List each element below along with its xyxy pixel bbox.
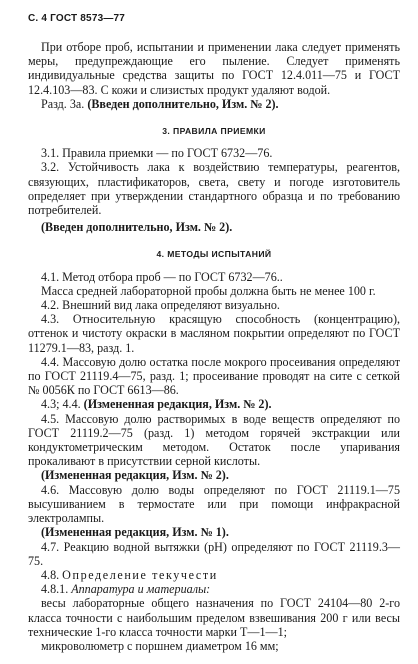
clause-4-6: 4.6. Массовую долю воды определяют по ГОСТ 21119.1—75 высушиванием в термостате или при помощи инфракрасной электролампы. bbox=[28, 482, 400, 526]
safety-paragraph: При отборе проб, испытании и применении лака следует применять меры, предупреждающие его пыление. Следует применять индивидуальные средства защиты по ГОСТ 12.4.011—75 и ГОСТ 12.4.103—83. С кожи и слизистых продукт удаляют водой. bbox=[28, 40, 400, 97]
clause-4-7: 4.7. Реакцию водной вытяжки (рН) определяют по ГОСТ 21119.3—75. bbox=[28, 539, 400, 568]
clause-3-2: 3.2. Устойчивость лака к воздействию температуры, реагентов, связующих, пластификаторов, света, свету и погоде изготовитель определяет при утверждении стандартного образца и по требованию потребителей. bbox=[28, 160, 400, 218]
clause-4-8-1-number: 4.8.1. bbox=[41, 582, 72, 597]
clause-4-1-mass: Масса средней лабораторной пробы должна быть не менее 100 г. bbox=[41, 283, 376, 298]
clause-4-1: 4.1. Метод отбора проб — по ГОСТ 6732—76.. bbox=[41, 269, 283, 284]
clause-3-1: 3.1. Правила приемки — по ГОСТ 6732—76. bbox=[41, 146, 273, 161]
section-3-heading: 3. ПРАВИЛА ПРИЕМКИ bbox=[162, 126, 266, 137]
section-3a-prefix: Разд. 3а. bbox=[41, 96, 88, 111]
clause-4-5-amendment: (Измененная редакция, Изм. № 2). bbox=[41, 468, 229, 483]
clause-4-8-1 bbox=[28, 582, 400, 596]
clause-4-8-title: Определение текучести bbox=[62, 567, 218, 582]
clause-4-4: 4.4. Массовую долю остатка после мокрого просеивания определяют по ГОСТ 21119.4—75, разд. 1; просеивание проводят на сите с сеткой № 0056К по ГОСТ 6613—86. bbox=[28, 354, 400, 398]
clause-4-3-4-note: (Измененная редакция, Изм. № 2). bbox=[83, 397, 272, 412]
clause-4-6-amendment: (Измененная редакция, Изм. № 1). bbox=[41, 525, 229, 540]
section-4-heading: 4. МЕТОДЫ ИСПЫТАНИЙ bbox=[156, 249, 272, 260]
clause-4-8-number: 4.8. bbox=[41, 567, 63, 582]
clause-4-3-4-prefix: 4.3; 4.4. bbox=[41, 397, 84, 412]
clause-4-3: 4.3. Относительную красящую способность (концентрацию), оттенок и чистоту окраски в масляном покрытии определяют по ГОСТ 11279.1—83, разд. 1. bbox=[28, 312, 400, 355]
clause-4-8 bbox=[28, 568, 400, 582]
page-header: С. 4 ГОСТ 8573—77 bbox=[28, 13, 126, 24]
clause-4-3-4-amendment bbox=[28, 397, 400, 411]
clause-4-2: 4.2. Внешний вид лака определяют визуально. bbox=[41, 298, 280, 313]
clause-4-5: 4.5. Массовую долю растворимых в воде веществ определяют по ГОСТ 21119.2—75 (разд. 1) методом горячей экстракции или кондуктометрическим методом. Остаток после упаривания прокаливают в присутствии серной кислоты. bbox=[28, 411, 400, 469]
equipment-scales: весы лабораторные общего назначения по ГОСТ 24104—80 2-го класса точности с наибольшим пределом взвешивания 200 г или весы технические 1-го класса точности марки Т—1—1; bbox=[28, 596, 400, 639]
document-body bbox=[28, 40, 400, 653]
section-3a-note bbox=[28, 97, 400, 111]
clause-3-amendment: (Введен дополнительно, Изм. № 2). bbox=[41, 220, 233, 235]
equipment-microvolumeter: микроволюметр с поршнем диаметром 16 мм; bbox=[41, 638, 279, 653]
section-3a-amendment: (Введен дополнительно, Изм. № 2). bbox=[87, 96, 279, 111]
clause-4-8-1-title: Аппаратура и материалы: bbox=[71, 582, 211, 597]
